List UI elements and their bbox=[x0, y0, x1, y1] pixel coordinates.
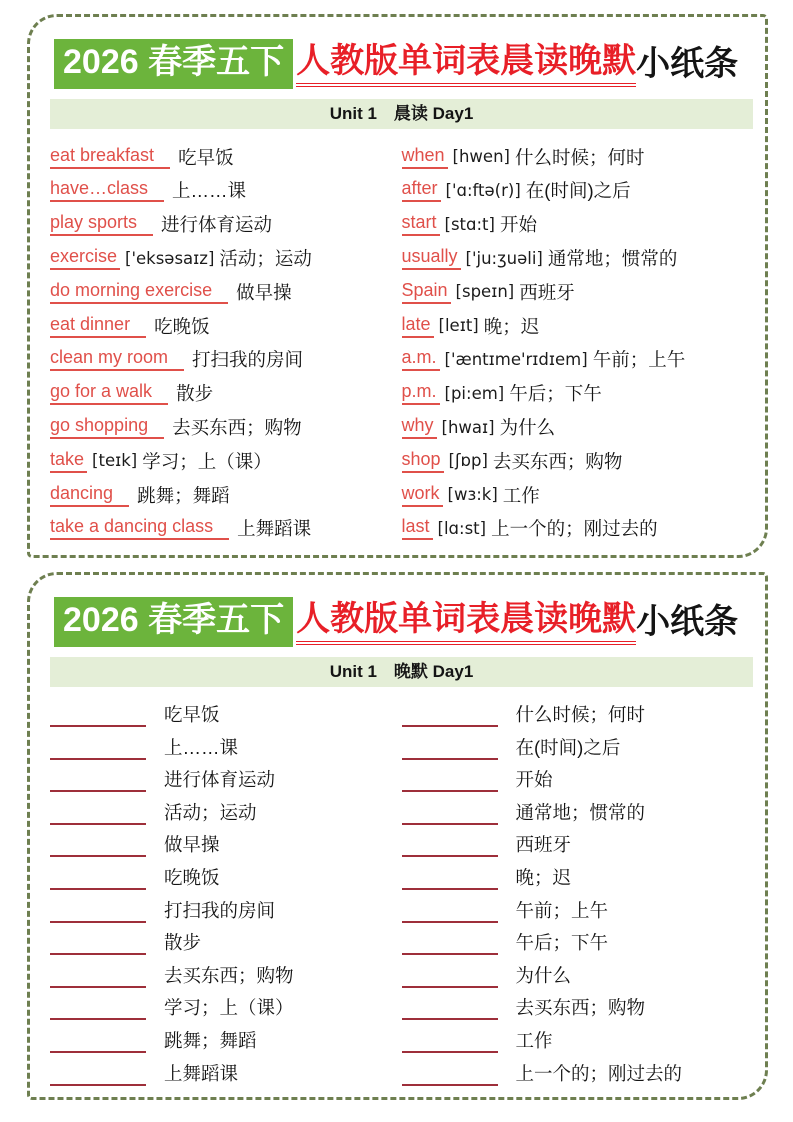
chinese-meaning: 跳舞；舞蹈 bbox=[164, 1030, 257, 1052]
phonetic: ['ɑ:ftə(r)] bbox=[445, 180, 521, 200]
blank-answer-line bbox=[50, 734, 146, 760]
english-word: when bbox=[402, 145, 448, 169]
chinese-meaning: 西班牙 bbox=[519, 281, 575, 303]
chinese-meaning: 通常地；惯常的 bbox=[547, 248, 678, 270]
english-word: Spain bbox=[402, 280, 451, 304]
chinese-meaning: 吃晚饭 bbox=[164, 867, 220, 889]
chinese-meaning: 学习；上（课） bbox=[164, 997, 294, 1019]
dictation-row bbox=[50, 763, 402, 796]
chinese-meaning: 去买东西；购物 bbox=[492, 450, 623, 472]
chinese-meaning: 午前；上午 bbox=[592, 349, 686, 371]
word-row bbox=[402, 140, 754, 174]
english-word: play sports bbox=[50, 212, 153, 236]
english-word: take bbox=[50, 449, 87, 473]
chinese-meaning: 散步 bbox=[164, 932, 202, 954]
blank-answer-line bbox=[50, 701, 146, 727]
unit-header: Unit 1 晚默 Day1 bbox=[50, 657, 753, 687]
dictation-row bbox=[50, 828, 402, 861]
chinese-meaning: 通常地；惯常的 bbox=[515, 801, 646, 823]
word-row bbox=[402, 444, 754, 478]
english-word: go for a walk bbox=[50, 381, 168, 405]
chinese-meaning: 午后；下午 bbox=[515, 932, 609, 954]
word-row bbox=[50, 444, 402, 478]
english-word: usually bbox=[402, 246, 461, 270]
chinese-meaning: 工作 bbox=[515, 1030, 553, 1052]
chinese-meaning: 进行体育运动 bbox=[164, 769, 276, 791]
blank-answer-line bbox=[402, 734, 498, 760]
chinese-meaning: 跳舞；舞蹈 bbox=[137, 484, 230, 506]
dictation-column-left bbox=[50, 698, 402, 1089]
blank-answer-line bbox=[402, 1060, 498, 1086]
phonetic: ['ju:ʒuəli] bbox=[465, 248, 543, 268]
chinese-meaning: 晚；迟 bbox=[483, 315, 540, 337]
blank-answer-line bbox=[402, 929, 498, 955]
english-word: exercise bbox=[50, 246, 120, 270]
chinese-meaning: 吃早饭 bbox=[164, 704, 220, 726]
chinese-meaning: 为什么 bbox=[515, 964, 572, 986]
phonetic: [hwaɪ] bbox=[441, 417, 495, 437]
word-row bbox=[402, 478, 754, 512]
chinese-meaning: 打扫我的房间 bbox=[192, 349, 304, 371]
english-word: a.m. bbox=[402, 347, 440, 371]
phonetic: [hwen] bbox=[452, 147, 510, 167]
english-word: have…class bbox=[50, 178, 164, 202]
chinese-meaning: 上舞蹈课 bbox=[164, 1062, 239, 1084]
dictation-row bbox=[50, 893, 402, 926]
english-word: work bbox=[402, 483, 443, 507]
word-row bbox=[50, 410, 402, 444]
english-word: shop bbox=[402, 449, 444, 473]
english-word: do morning exercise bbox=[50, 280, 228, 304]
grade-badge: 2026 春季五下 bbox=[54, 597, 293, 647]
english-word: take a dancing class bbox=[50, 516, 229, 540]
unit-header: Unit 1 晨读 Day1 bbox=[50, 99, 753, 129]
english-word: go shopping bbox=[50, 415, 164, 439]
dictation-row bbox=[402, 796, 754, 829]
dictation-row bbox=[402, 991, 754, 1024]
blank-answer-line bbox=[402, 831, 498, 857]
dictation-row bbox=[50, 991, 402, 1024]
chinese-meaning: 上一个的；刚过去的 bbox=[491, 518, 658, 540]
word-row bbox=[50, 343, 402, 377]
chinese-meaning: 开始 bbox=[515, 769, 553, 791]
chinese-meaning: 做早操 bbox=[236, 281, 292, 303]
blank-answer-line bbox=[50, 766, 146, 792]
blank-answer-line bbox=[50, 1027, 146, 1053]
word-row bbox=[402, 376, 754, 410]
blank-answer-line bbox=[402, 1027, 498, 1053]
chinese-meaning: 做早操 bbox=[164, 834, 220, 856]
english-word: start bbox=[402, 212, 440, 236]
phonetic: ['eksəsaɪz] bbox=[125, 248, 215, 268]
english-word: why bbox=[402, 415, 437, 439]
word-row bbox=[402, 343, 754, 377]
english-word: late bbox=[402, 314, 434, 338]
word-row bbox=[402, 309, 754, 343]
dictation-row bbox=[402, 763, 754, 796]
section-title bbox=[54, 39, 753, 89]
blank-answer-line bbox=[402, 962, 498, 988]
chinese-meaning: 活动；运动 bbox=[164, 801, 257, 823]
word-list bbox=[50, 140, 753, 546]
series-title: 人教版单词表晨读晚默 bbox=[296, 41, 636, 87]
chinese-meaning: 散步 bbox=[176, 383, 214, 405]
word-row bbox=[50, 241, 402, 275]
title-suffix: 小纸条 bbox=[636, 44, 739, 83]
section-card-morning-reading bbox=[27, 14, 768, 558]
blank-answer-line bbox=[50, 929, 146, 955]
blank-answer-line bbox=[402, 994, 498, 1020]
blank-answer-line bbox=[402, 799, 498, 825]
english-word: after bbox=[402, 178, 441, 202]
chinese-meaning: 什么时候；何时 bbox=[514, 146, 645, 168]
blank-answer-line bbox=[402, 897, 498, 923]
phonetic: ['æntɪme'rɪdɪem] bbox=[444, 349, 588, 369]
chinese-meaning: 上……课 bbox=[164, 736, 239, 758]
chinese-meaning: 工作 bbox=[502, 484, 540, 506]
chinese-meaning: 午后；下午 bbox=[509, 383, 602, 405]
dictation-row bbox=[402, 861, 754, 894]
dictation-row bbox=[50, 698, 402, 731]
word-row bbox=[402, 207, 754, 241]
english-word: p.m. bbox=[402, 381, 440, 405]
dictation-row bbox=[50, 861, 402, 894]
dictation-row bbox=[50, 730, 402, 763]
chinese-meaning: 学习；上（课） bbox=[142, 450, 272, 472]
english-word: dancing bbox=[50, 483, 129, 507]
chinese-meaning: 上……课 bbox=[172, 180, 247, 202]
section-card-evening-dictation bbox=[27, 572, 768, 1100]
chinese-meaning: 上舞蹈课 bbox=[237, 518, 312, 540]
chinese-meaning: 上一个的；刚过去的 bbox=[515, 1062, 683, 1084]
word-row bbox=[50, 478, 402, 512]
dictation-row bbox=[402, 926, 754, 959]
word-row bbox=[50, 275, 402, 309]
chinese-meaning: 去买东西；购物 bbox=[515, 997, 646, 1019]
phonetic: [leɪt] bbox=[438, 316, 479, 336]
word-row bbox=[402, 512, 754, 546]
chinese-meaning: 晚；迟 bbox=[515, 867, 572, 889]
blank-answer-line bbox=[50, 994, 146, 1020]
chinese-meaning: 在(时间)之后 bbox=[525, 180, 631, 202]
title-suffix: 小纸条 bbox=[636, 602, 739, 641]
chinese-meaning: 去买东西；购物 bbox=[164, 964, 294, 986]
chinese-meaning: 吃晚饭 bbox=[154, 315, 210, 337]
word-row bbox=[50, 140, 402, 174]
blank-answer-line bbox=[402, 766, 498, 792]
dictation-row bbox=[50, 1024, 402, 1057]
word-row bbox=[402, 241, 754, 275]
dictation-row bbox=[402, 1024, 754, 1057]
blank-answer-line bbox=[50, 864, 146, 890]
word-row bbox=[50, 376, 402, 410]
word-column-right bbox=[402, 140, 754, 546]
english-word: last bbox=[402, 516, 433, 540]
section-title bbox=[54, 597, 753, 647]
blank-answer-line bbox=[402, 701, 498, 727]
chinese-meaning: 去买东西；购物 bbox=[172, 417, 302, 439]
dictation-row bbox=[402, 698, 754, 731]
chinese-meaning: 进行体育运动 bbox=[161, 214, 273, 236]
word-row bbox=[50, 174, 402, 208]
dictation-row bbox=[50, 926, 402, 959]
dictation-row bbox=[50, 1056, 402, 1089]
word-row bbox=[50, 207, 402, 241]
chinese-meaning: 活动；运动 bbox=[219, 248, 312, 270]
word-row bbox=[50, 512, 402, 546]
dictation-column-right bbox=[402, 698, 754, 1089]
chinese-meaning: 西班牙 bbox=[515, 834, 572, 856]
grade-badge: 2026 春季五下 bbox=[54, 39, 293, 89]
english-word: eat dinner bbox=[50, 314, 146, 338]
phonetic: [lɑ:st] bbox=[437, 518, 487, 538]
chinese-meaning: 在(时间)之后 bbox=[515, 736, 621, 758]
word-column-left bbox=[50, 140, 402, 546]
dictation-row bbox=[402, 959, 754, 992]
chinese-meaning: 吃早饭 bbox=[178, 146, 234, 168]
dictation-row bbox=[402, 730, 754, 763]
phonetic: [ʃɒp] bbox=[448, 451, 488, 471]
phonetic: [speɪn] bbox=[455, 282, 515, 302]
blank-answer-line bbox=[402, 864, 498, 890]
dictation-row bbox=[50, 796, 402, 829]
phonetic: [pi:em] bbox=[444, 383, 505, 403]
word-row bbox=[50, 309, 402, 343]
blank-answer-line bbox=[50, 897, 146, 923]
chinese-meaning: 开始 bbox=[499, 214, 537, 236]
english-word: clean my room bbox=[50, 347, 184, 371]
dictation-row bbox=[402, 828, 754, 861]
chinese-meaning: 午前；上午 bbox=[515, 899, 609, 921]
dictation-list bbox=[50, 698, 753, 1089]
chinese-meaning: 什么时候；何时 bbox=[515, 704, 646, 726]
phonetic: [stɑ:t] bbox=[444, 214, 495, 234]
series-title: 人教版单词表晨读晚默 bbox=[296, 599, 636, 645]
chinese-meaning: 打扫我的房间 bbox=[164, 899, 276, 921]
dictation-row bbox=[402, 893, 754, 926]
blank-answer-line bbox=[50, 1060, 146, 1086]
english-word: eat breakfast bbox=[50, 145, 170, 169]
word-row bbox=[402, 275, 754, 309]
phonetic: [teɪk] bbox=[92, 451, 138, 471]
chinese-meaning: 为什么 bbox=[499, 417, 556, 439]
dictation-row bbox=[50, 959, 402, 992]
word-row bbox=[402, 410, 754, 444]
blank-answer-line bbox=[50, 831, 146, 857]
phonetic: [wɜ:k] bbox=[447, 485, 498, 505]
blank-answer-line bbox=[50, 962, 146, 988]
dictation-row bbox=[402, 1056, 754, 1089]
blank-answer-line bbox=[50, 799, 146, 825]
word-row bbox=[402, 174, 754, 208]
